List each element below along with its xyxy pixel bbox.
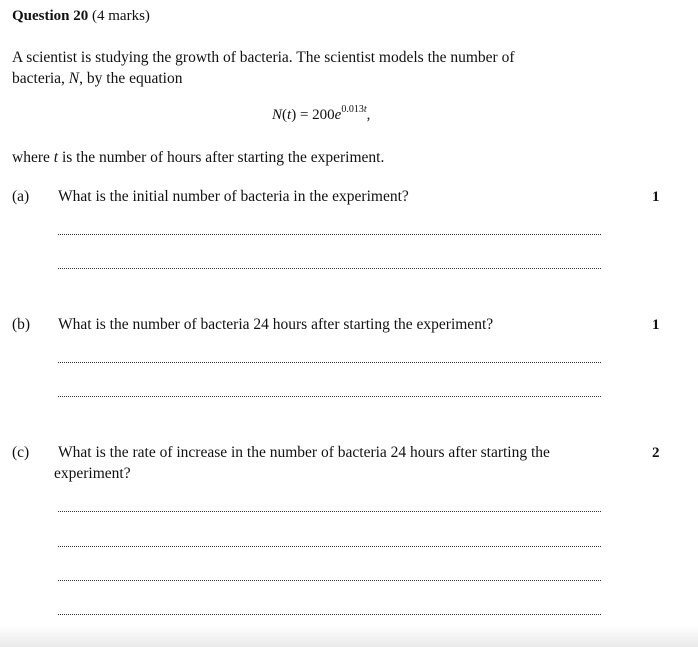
question-heading [12,8,150,25]
equation-exponent [341,104,366,115]
intro-line-2-suffix: , by the equation [79,70,183,87]
question-marks: (4 marks) [92,8,150,24]
equation-function: N [272,107,283,123]
variable-n: N [68,70,80,87]
part-c-answer-line-1[interactable] [58,511,601,512]
part-b-answer-line-1[interactable] [58,362,601,363]
equation-trailing: , [366,107,371,123]
equation-equals: = 200 [296,107,335,123]
part-a-question: What is the initial number of bacteria in the experiment? [58,188,409,205]
equation-open-paren: ( [282,107,288,123]
page-bottom-shadow [0,626,698,647]
intro-line-2-prefix: bacteria, [12,70,69,87]
equation-variable: t [287,107,292,123]
part-b-marks: 1 [652,317,660,333]
intro-line-1: A scientist is studying the growth of bacteria. The scientist models the number of [12,49,515,66]
question-number: Question 20 [12,8,89,24]
variable-definition [12,149,384,167]
part-c-answer-line-2[interactable] [58,546,601,547]
part-c-marks: 2 [652,445,660,461]
part-a-answer-line-2[interactable] [58,268,601,269]
where-variable: t [53,149,59,166]
exponent-variable: t [363,104,367,115]
intro-line-2 [12,68,612,89]
part-a-answer-line-1[interactable] [58,234,601,235]
equation-base: e [334,107,342,123]
part-c-answer-line-4[interactable] [58,614,601,615]
part-a-marks: 1 [652,189,660,205]
part-b-answer-line-2[interactable] [58,396,601,397]
part-c-question-line-2: experiment? [54,465,131,482]
part-c-answer-line-3[interactable] [58,580,601,581]
where-suffix: is the number of hours after starting the experiment. [58,149,385,166]
exponent-coefficient: 0.013 [341,104,364,115]
part-b-question: What is the number of bacteria 24 hours after starting the experiment? [58,316,494,333]
part-a-label: (a) [12,188,30,205]
part-c-label: (c) [12,444,30,461]
growth-equation [272,104,370,124]
equation-close-paren: ) [291,107,297,123]
part-b-label: (b) [12,316,31,333]
where-prefix: where [12,149,54,166]
question-intro [12,47,612,89]
part-c-question-line-1: What is the rate of increase in the number of bacteria 24 hours after starting the [58,444,550,461]
